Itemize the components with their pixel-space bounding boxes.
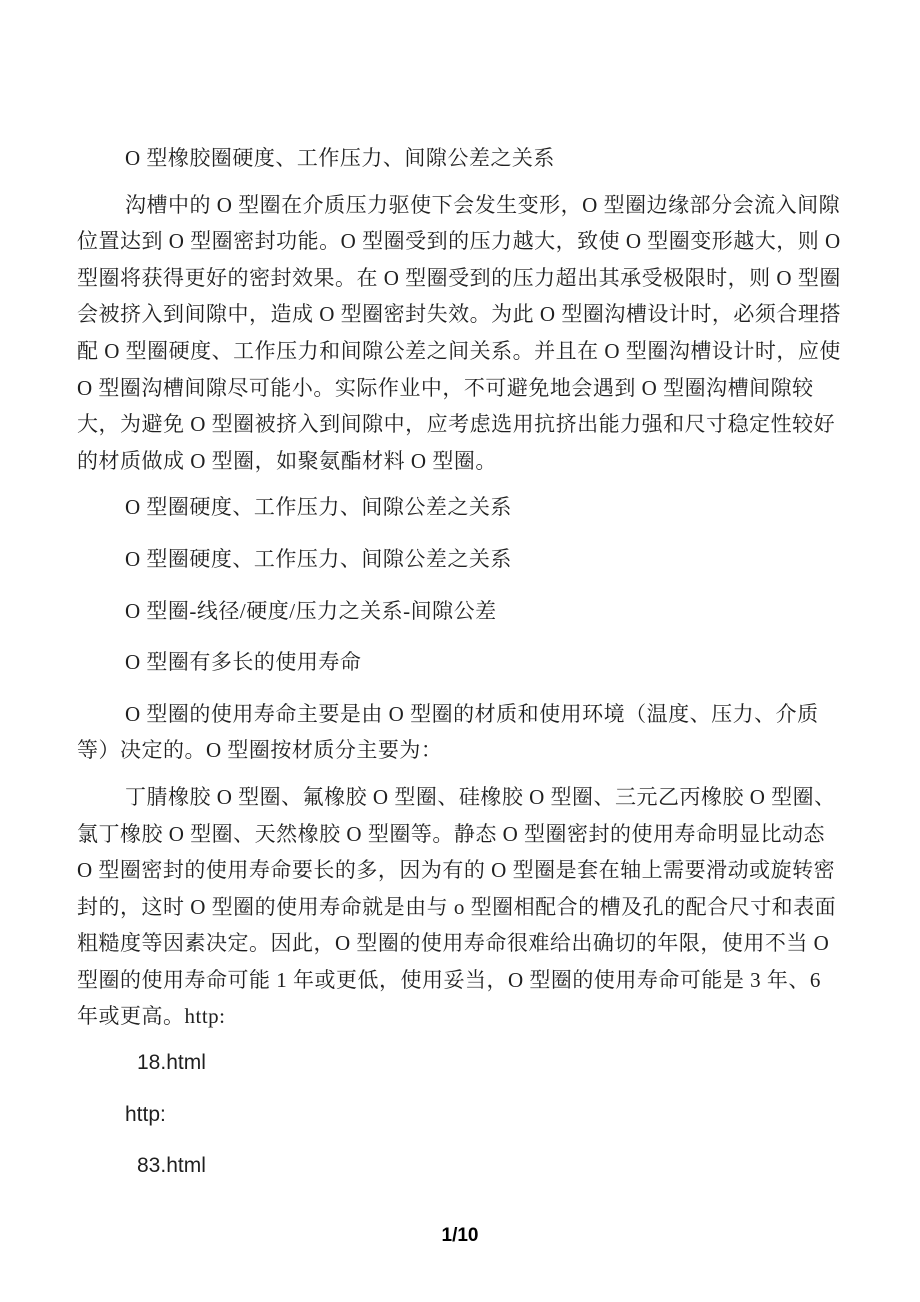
document-title: O 型橡胶圈硬度、工作压力、间隙公差之关系 bbox=[125, 146, 555, 170]
intro-paragraph: 沟槽中的 O 型圈在介质压力驱使下会发生变形，O 型圈边缘部分会流入间隙位置达到 O 型圈密封功能。O 型圈受到的压力越大，致使 O 型圈变形越大，则 O 型圈将获得更好的密封效果。在 O 型圈受到的压力超出其承受极限时，则 O 型圈会被挤入到间隙中，造成 O 型圈密封失效。为此 O 型圈沟槽设计时，必须合理搭配 O 型圈硬度、工作压力和间隙公差之间关系。并且在 O 型圈沟槽设计时，应使 O 型圈沟槽间隙尽可能小。实际作业中，不可避免地会遇到 O 型圈沟槽间隙较大，为避免 O 型圈被挤入到间隙中，应考虑选用抗挤出能力强和尺寸稳定性较好的材质做成 O 型圈，如聚氨酯材料 O 型圈。 bbox=[77, 192, 841, 473]
link-fragment-18: 18.html bbox=[137, 1051, 206, 1075]
lifespan-paragraph: O 型圈的使用寿命主要是由 O 型圈的材质和使用环境（温度、压力、介质等）决定的。O 型圈按材质分主要为： bbox=[77, 701, 819, 763]
page-number: 1/10 bbox=[441, 1225, 479, 1246]
materials-paragraph: 丁腈橡胶 O 型圈、氟橡胶 O 型圈、硅橡胶 O 型圈、三元乙丙橡胶 O 型圈、氯丁橡胶 O 型圈、天然橡胶 O 型圈等。静态 O 型圈密封的使用寿命明显比动态 O 型圈密封的使用寿命要长的多，因为有的 O 型圈是套在轴上需要滑动或旋转密封的，这时 O 型圈的使用寿命就是由与 o 型圈相配合的槽及孔的配合尺寸和表面粗糙度等因素决定。因此，O 型圈的使用寿命很难给出确切的年限，使用不当 O 型圈的使用寿命可能 1 年或更低，使用妥当，O 型圈的使用寿命可能是 3 年、6 年或更高。http: bbox=[77, 784, 837, 1029]
subheading-service-life: O 型圈有多长的使用寿命 bbox=[125, 650, 362, 675]
link-fragment-http: http: bbox=[125, 1102, 166, 1126]
subheading-hardness-pressure-2: O 型圈硬度、工作压力、间隙公差之关系 bbox=[125, 546, 512, 571]
link-fragment-83: 83.html bbox=[137, 1154, 206, 1178]
subheading-hardness-pressure-1: O 型圈硬度、工作压力、间隙公差之关系 bbox=[125, 495, 512, 520]
subheading-wire-diameter-relation: O 型圈-线径/硬度/压力之关系-间隙公差 bbox=[125, 598, 497, 623]
